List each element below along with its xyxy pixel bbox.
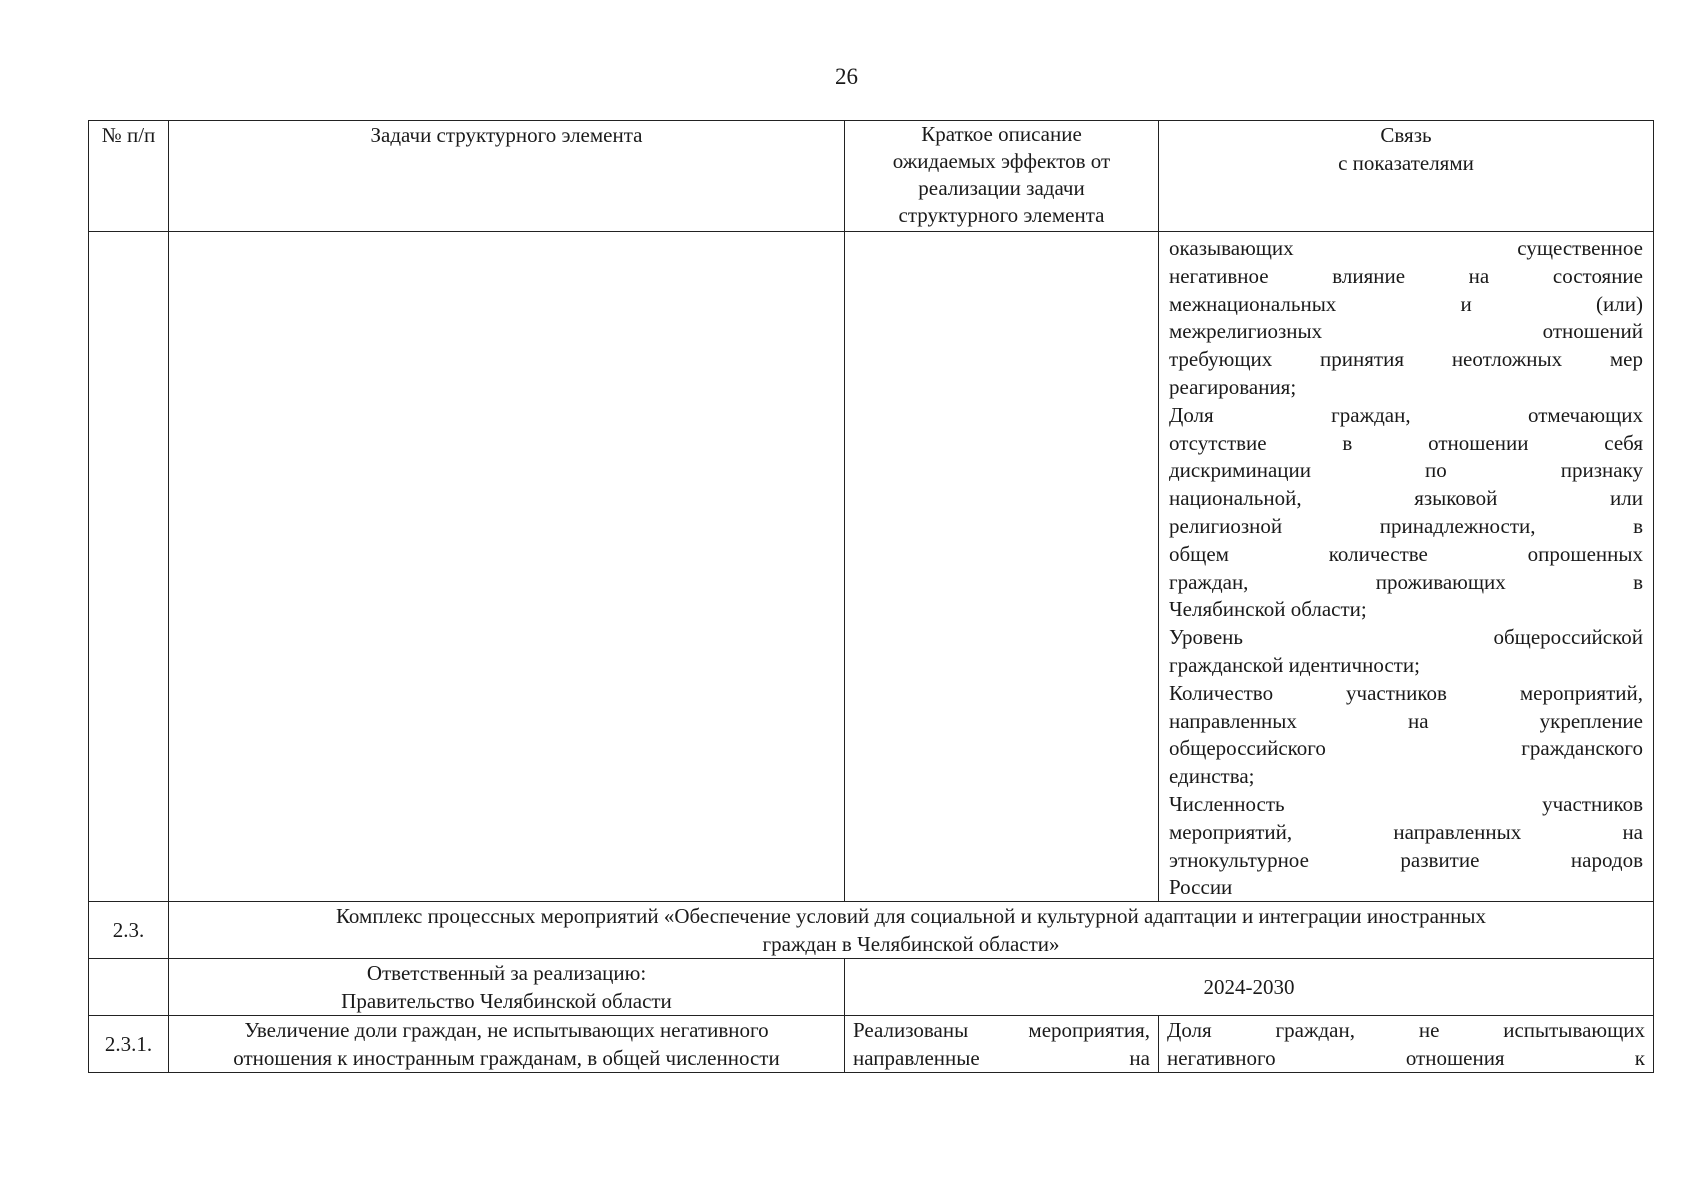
implementation-period: 2024-2030 <box>845 959 1654 1016</box>
table-row-section-2-3 <box>89 902 1654 959</box>
indicator-line: общероссийского гражданского <box>1169 736 1643 761</box>
indicator-line: этнокультурное развитие народов <box>1169 847 1643 872</box>
cell-empty-num <box>89 959 169 1016</box>
indicator-line: единства; <box>1169 764 1255 789</box>
header-number: № п/п <box>89 121 169 232</box>
indicator-line: Доля граждан, отмечающих <box>1169 402 1643 427</box>
indicator-line: религиозной принадлежности, в <box>1169 513 1643 538</box>
table-row-responsible <box>89 959 1654 1016</box>
row-number: 2.3. <box>89 902 169 959</box>
effect-text: Реализованы мероприятия, направленные на <box>845 1016 1159 1073</box>
indicator-line: отсутствие в отношении себя <box>1169 430 1643 455</box>
page-number: 26 <box>835 64 858 89</box>
indicator-line: негативное влияние на состояние <box>1169 263 1643 288</box>
cell-empty-task <box>169 232 845 902</box>
indicator-line: межнациональных и (или) <box>1169 291 1643 316</box>
indicator-line: гражданской идентичности; <box>1169 652 1420 677</box>
indicator-line: Челябинской области; <box>1169 597 1367 622</box>
cell-empty-effect <box>845 232 1159 902</box>
header-indicator-link: Связь с показателями <box>1159 121 1654 232</box>
cell-empty-num <box>89 232 169 902</box>
structural-elements-table <box>88 120 1654 1073</box>
indicator-line: дискриминации по признаку <box>1169 458 1643 483</box>
indicator-line: Количество участников мероприятий, <box>1169 680 1643 705</box>
section-title: Комплекс процессных мероприятий «Обеспечение условий для социальной и культурной адаптации и интеграции иностранных граждан в Челябинской области» <box>169 902 1654 959</box>
indicator-line: реагирования; <box>1169 374 1297 399</box>
indicator-line: граждан, проживающих в <box>1169 569 1643 594</box>
indicator-line: межрелигиозных отношений <box>1169 319 1643 344</box>
indicator-line: Уровень общероссийской <box>1169 625 1643 650</box>
indicator-text: Доля граждан, не испытывающих негативного отношения к <box>1159 1016 1654 1073</box>
responsible-label: Ответственный за реализацию: Правительство Челябинской области <box>169 959 845 1016</box>
row-number: 2.3.1. <box>89 1016 169 1073</box>
table-header-row <box>89 121 1654 232</box>
cell-indicator-continuation <box>1159 232 1654 902</box>
table-row-2-3-1 <box>89 1016 1654 1073</box>
indicator-line: России <box>1169 875 1233 900</box>
table-row-continuation <box>89 232 1654 902</box>
task-text: Увеличение доли граждан, не испытывающих негативного отношения к иностранным гражданам, в общей численности <box>169 1016 845 1073</box>
header-tasks: Задачи структурного элемента <box>169 121 845 232</box>
indicator-line: требующих принятия неотложных мер <box>1169 347 1643 372</box>
header-effects: Краткое описание ожидаемых эффектов от реализации задачи структурного элемента <box>845 121 1159 232</box>
indicator-line: оказывающих существенное <box>1169 236 1643 260</box>
indicator-line: общем количестве опрошенных <box>1169 541 1643 566</box>
indicator-line: мероприятий, направленных на <box>1169 819 1643 844</box>
indicator-line: направленных на укрепление <box>1169 708 1643 733</box>
indicator-lines <box>1159 232 1653 901</box>
indicator-line: национальной, языковой или <box>1169 486 1643 511</box>
indicator-line: Численность участников <box>1169 791 1643 816</box>
